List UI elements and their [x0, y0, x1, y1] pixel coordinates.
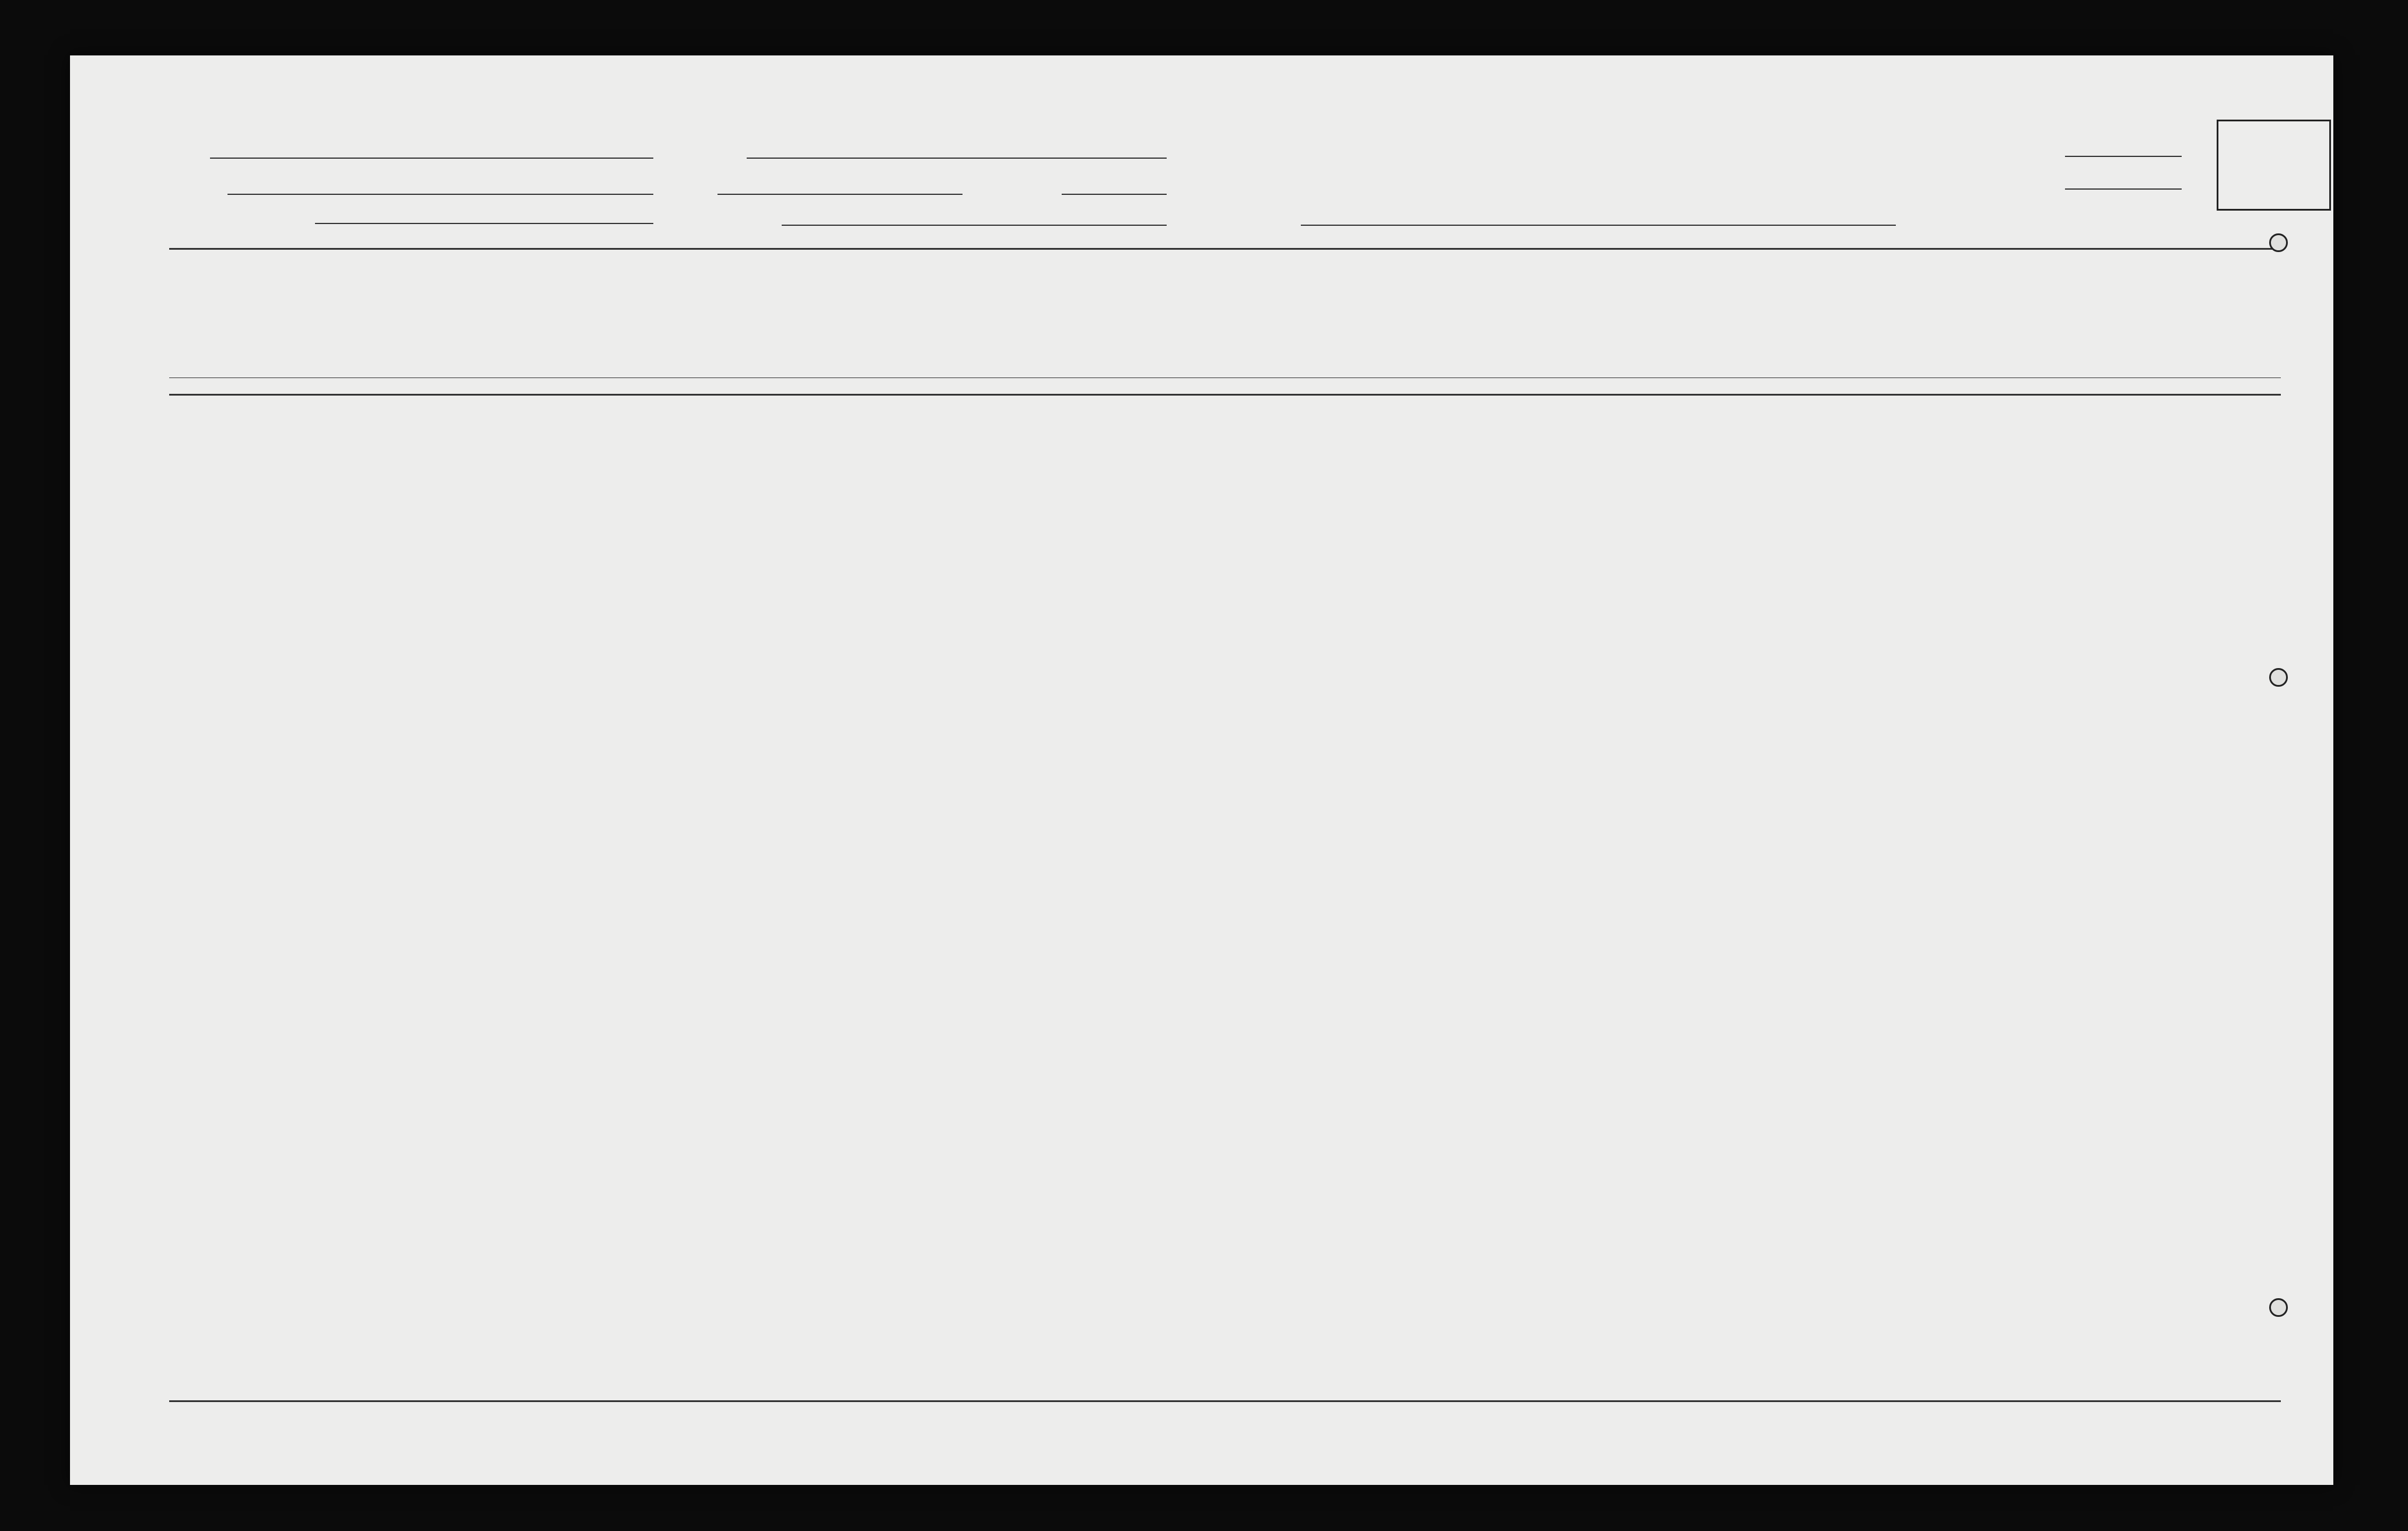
column-headers — [169, 248, 2281, 394]
punch-hole-bottom — [2269, 1298, 2288, 1317]
census-sheet — [70, 55, 2333, 1485]
sheet-number-box — [2217, 120, 2331, 211]
punch-hole-top — [2269, 233, 2288, 252]
punch-hole-mid — [2269, 668, 2288, 687]
footer — [169, 1400, 2281, 1470]
